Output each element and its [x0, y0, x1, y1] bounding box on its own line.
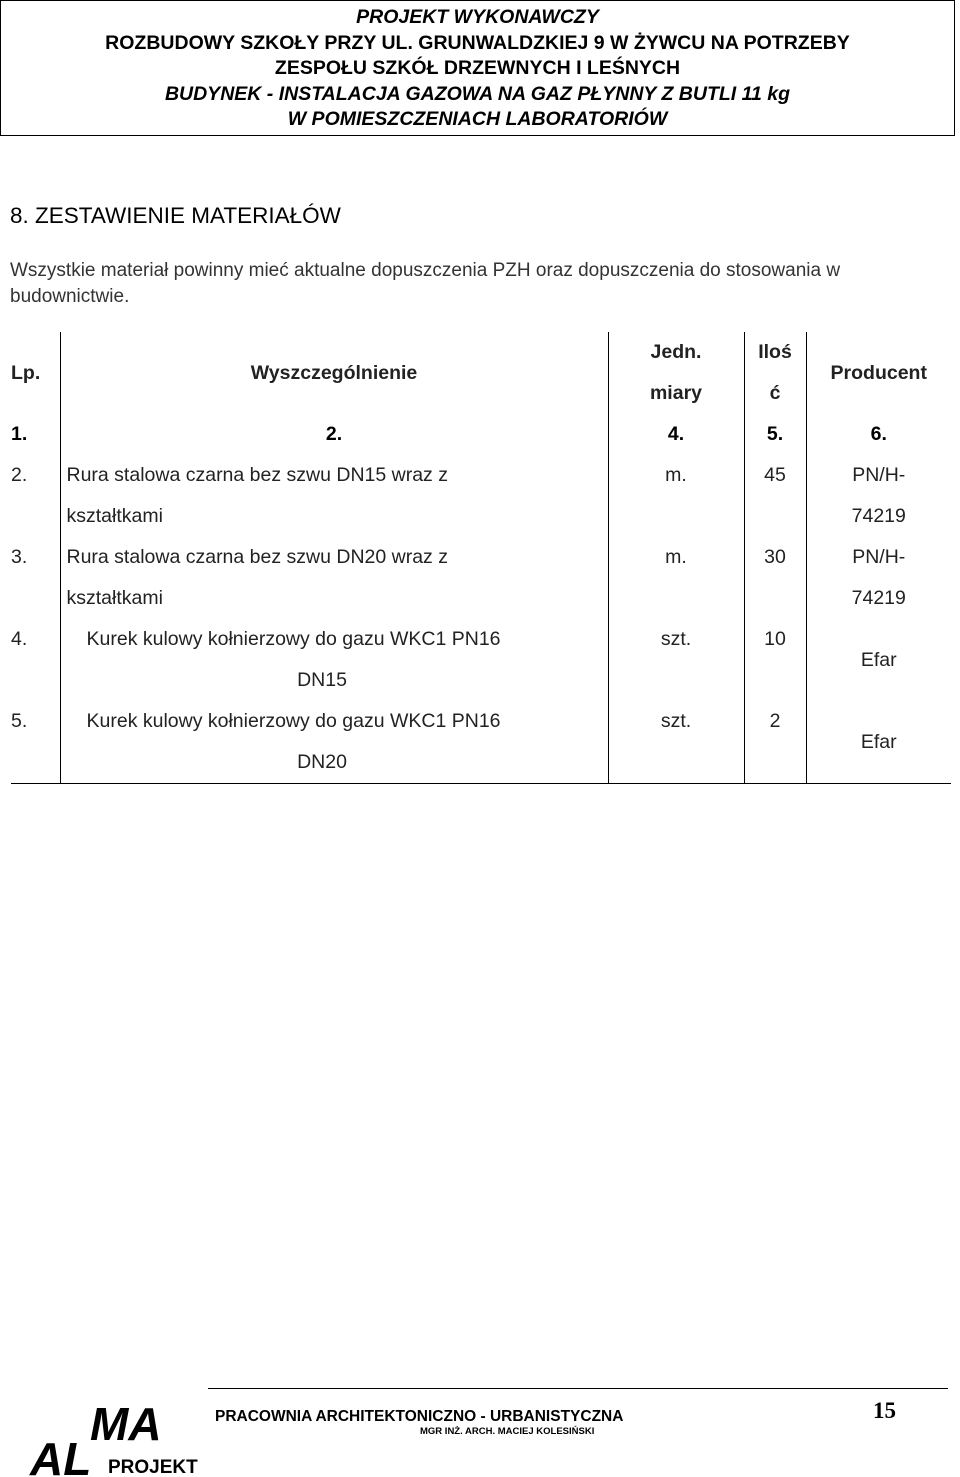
row-unit: m. — [608, 455, 744, 537]
row-quantity: 30 — [744, 537, 806, 619]
materials-table — [11, 332, 951, 784]
table-row — [11, 619, 951, 701]
row-quantity: 45 — [744, 455, 806, 537]
table-header-row — [11, 332, 951, 414]
header-line-project-type: PROJEKT WYKONAWCZY — [356, 6, 599, 28]
column-number: 4. — [608, 414, 744, 455]
row-description-line1: Kurek kulowy kołnierzowy do gazu WKC1 PN16 — [86, 628, 501, 650]
row-description-line2: DN15 — [297, 669, 347, 691]
logo-ma-text: MA — [90, 1404, 162, 1450]
header-line-installation: BUDYNEK - INSTALACJA GAZOWA NA GAZ PŁYNNY Z BUTLI 11 kg — [164, 82, 791, 105]
row-quantity: 2 — [744, 701, 806, 784]
column-number: 1. — [11, 414, 60, 455]
header-producer: Producent — [830, 361, 927, 384]
row-description — [60, 701, 608, 784]
page-number: 15 — [873, 1398, 896, 1423]
header-qty-line2: ć — [769, 382, 781, 404]
row-producer: Efar — [860, 648, 897, 671]
intro-paragraph: Wszystkie materiał powinny mieć aktualne dopuszczenia PZH oraz dopuszczenia do stosowania w budownictwie. — [10, 260, 841, 307]
row-description-line1: Rura stalowa czarna bez szwu DN20 wraz z — [66, 546, 448, 568]
row-description-line2: kształtkami — [66, 505, 163, 527]
row-description — [60, 455, 608, 537]
footer-author: MGR INŻ. ARCH. MACIEJ KOLESIŃSKI — [420, 1426, 595, 1437]
row-producer — [806, 537, 951, 619]
table-row — [11, 537, 951, 619]
row-producer — [806, 455, 951, 537]
logo-al-text: AL — [30, 1433, 92, 1476]
column-number: 6. — [870, 423, 887, 445]
footer-studio-name: PRACOWNIA ARCHITEKTONICZNO - URBANISTYCZNA — [215, 1408, 624, 1425]
table-row — [11, 701, 951, 784]
row-producer-line1: PN/H- — [852, 546, 906, 568]
row-lp: 3. — [11, 537, 60, 619]
row-producer-line2: 74219 — [851, 505, 906, 527]
almaprojekt-logo — [28, 1404, 218, 1476]
row-description-line1: Rura stalowa czarna bez szwu DN15 wraz z — [66, 464, 448, 486]
row-lp: 4. — [11, 619, 60, 701]
header-line-rooms: W POMIESZCZENIACH LABORATORIÓW — [287, 108, 668, 130]
header-line-school: ZESPOŁU SZKÓŁ DRZEWNYCH I LEŚNYCH — [274, 57, 681, 79]
row-producer-line2: 74219 — [851, 587, 906, 609]
row-description — [60, 537, 608, 619]
row-description-line2: kształtkami — [66, 587, 163, 609]
header-unit — [608, 332, 744, 414]
header-lp: Lp. — [11, 332, 60, 414]
section-title: 8. ZESTAWIENIE MATERIAŁÓW — [10, 203, 341, 228]
header-qty-line1: Iloś — [758, 341, 792, 363]
header-description: Wyszczególnienie — [60, 332, 608, 414]
row-producer-line1: PN/H- — [852, 464, 906, 486]
row-producer: Efar — [806, 701, 951, 784]
row-unit: szt. — [608, 701, 744, 784]
footer-divider — [208, 1388, 948, 1389]
row-unit: szt. — [608, 619, 744, 701]
header-unit-line1: Jedn. — [650, 341, 702, 363]
row-lp: 2. — [11, 455, 60, 537]
row-unit: m. — [608, 537, 744, 619]
header-line-building: ROZBUDOWY SZKOŁY PRZY UL. GRUNWALDZKIEJ 9 W ŻYWCU NA POTRZEBY — [105, 31, 850, 54]
row-description-line2: DN20 — [297, 751, 347, 773]
header-quantity — [744, 332, 806, 414]
row-quantity: 10 — [744, 619, 806, 701]
column-number: 5. — [744, 414, 806, 455]
row-description-line1: Kurek kulowy kołnierzowy do gazu WKC1 PN16 — [86, 710, 501, 732]
column-number-row — [11, 414, 951, 455]
row-description — [60, 619, 608, 701]
header-unit-line2: miary — [649, 382, 703, 404]
logo-projekt-text: PROJEKT — [108, 1457, 198, 1476]
document-header — [0, 0, 955, 136]
column-number: 2. — [60, 414, 608, 455]
row-lp: 5. — [11, 701, 60, 784]
table-row — [11, 455, 951, 537]
